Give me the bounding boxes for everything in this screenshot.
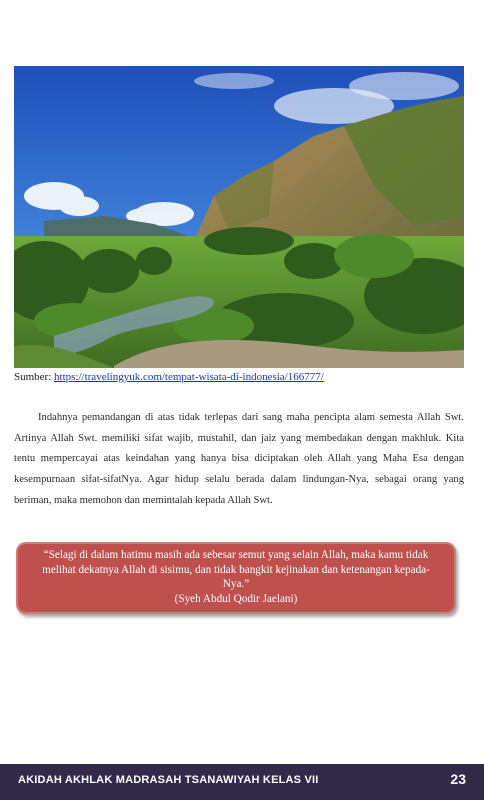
quote-text: “Selagi di dalam hatimu masih ada sebesar semut yang selain Allah, maka kamu tidak melihat dekatnya Allah di sisimu, dan tidak bangkit kejinakan dan ketenangan kepada-Nya.” xyxy=(42,549,430,590)
page-footer xyxy=(0,764,484,800)
image-source xyxy=(14,371,470,383)
book-title: AKIDAH AKHLAK MADRASAH TSANAWIYAH KELAS VII xyxy=(18,774,319,786)
source-link[interactable]: https://travelingyuk.com/tempat-wisata-di-indonesia/166777/ xyxy=(54,371,324,383)
body-paragraph: Indahnya pemandangan di atas tidak terlepas dari sang maha pencipta alam semesta Allah Swt. Artinya Allah Swt. memiliki sifat wajib, mustahil, dan jaiz yang membedakan dengan makhluk. Kita tentu mempercayai atas keindahan yang hanya bisa diciptakan oleh Allah yang Maha Esa dengan kesempurnaan sifat-sifatNya. Agar hidup selalu berada dalam lindungan-Nya, sebagai orang yang beriman, maka memohon dan memintalah kepada Allah Swt. xyxy=(14,412,464,506)
landscape-photo xyxy=(14,66,464,368)
page-number: 23 xyxy=(450,771,466,787)
quote-author: (Syeh Abdul Qodir Jaelani) xyxy=(174,592,298,605)
source-label: Sumber: xyxy=(14,371,52,383)
quote-box xyxy=(16,542,456,614)
